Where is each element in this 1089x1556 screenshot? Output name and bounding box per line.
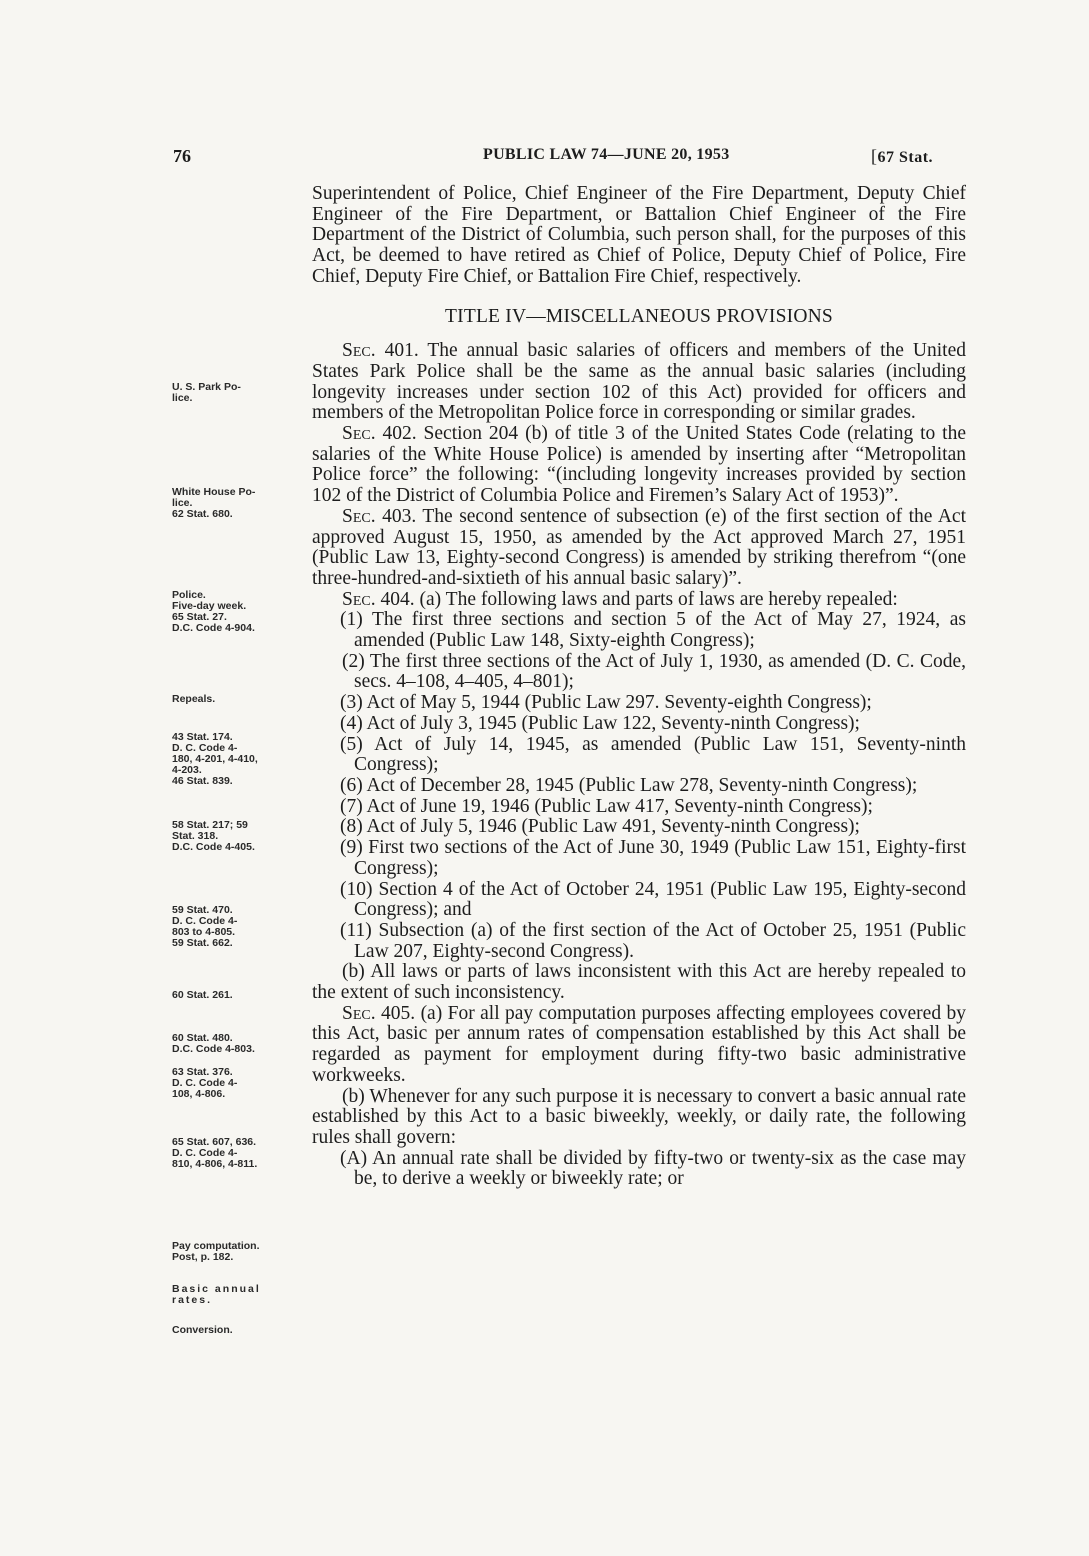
section-402 [312,424,966,507]
section-405 [312,1004,966,1087]
margin-note-park-police: U. S. Park Po- lice. [172,381,241,404]
section-403-text: The second sentence of subsection (e) of the first section of the Act approved August 15, 1950, as amended by the Act approved March 27, 1951 (Public Law 13, Eighty-second Congress) is amended by striking therefrom “(one three-hundred-and-sixtieth of his annual basic salary)”. [312,505,966,589]
page-header [0,146,1089,170]
section-404 [312,590,966,611]
repeal-item-2: (2) The first three sections of the Act of July 1, 1930, as amended (D. C. Code, secs. 4–108, 4–405, 4–801); [342,650,966,693]
repeal-item-3: (3) Act of May 5, 1944 (Public Law 297. Seventy-eighth Congress); [340,692,872,714]
margin-note-43-stat: 43 Stat. 174. D. C. Code 4- 180, 4-201, 4-410, 4-203. 46 Stat. 839. [172,731,258,787]
repeal-item-4: (4) Act of July 3, 1945 (Public Law 122, Seventy-ninth Congress); [340,712,860,734]
margin-note-white-house-police: White House Po- lice. 62 Stat. 680. [172,486,256,520]
margin-note-58-stat: 58 Stat. 217; 59 Stat. 318. D.C. Code 4-405. [172,819,255,853]
section-405-a-text: (a) For all pay computation purposes affecting employees covered by this Act, basic per annum rates of compensation established by this Act shall be regarded as payment for employment during fifty-two basic administrative workweeks. [312,1002,966,1086]
margin-note-basic-annual-rates: Basic annual rates. [172,1283,261,1306]
section-404-label: Sec. 404. [342,588,415,610]
repeal-item-1: (1) The first three sections and section 5 of the Act of May 27, 1924, as amended (Public Law 148, Sixty-eighth Congress); [340,609,966,652]
section-401-label: Sec. 401. [342,340,419,362]
repeal-item-6: (6) Act of December 28, 1945 (Public Law 278, Seventy-ninth Congress); [340,774,918,796]
repeal-item-11: (11) Subsection (a) of the first section of the Act of October 25, 1951 (Public Law 207, Eighty-second Congress). [340,919,966,962]
margin-note-65-stat: 65 Stat. 607, 636. D. C. Code 4- 810, 4-806, 4-811. [172,1136,258,1170]
statute-reference [871,146,933,167]
section-404-b: (b) All laws or parts of laws inconsistent with this Act are hereby repealed to the extent of such inconsistency. [312,961,966,1004]
margin-note-60-stat-261: 60 Stat. 261. [172,989,233,1001]
body-text [312,184,966,1190]
section-404-text: (a) The following laws and parts of laws are hereby repealed: [414,588,898,610]
page-number: 76 [173,146,191,166]
title-heading: TITLE IV—MISCELLANEOUS PROVISIONS [445,305,833,327]
repeal-item-8: (8) Act of July 5, 1946 (Public Law 491, Seventy-ninth Congress); [340,816,860,838]
running-title: PUBLIC LAW 74—JUNE 20, 1953 [483,146,730,163]
section-405-label: Sec. 405. [342,1002,416,1024]
repeal-item-5: (5) Act of July 14, 1945, as amended (Public Law 151, Seventy-ninth Congress); [340,733,966,776]
statute-reference-text: 67 Stat. [877,149,934,166]
margin-note-pay-computation: Pay computation. Post, p. 182. [172,1240,260,1263]
section-401-text: The annual basic salaries of officers and members of the United States Park Police shall be the same as the annual basic salaries (including longevity increases under section 102 of this Act) provided for officers and members of the Metropolitan Police force in corresponding or similar grades. [312,340,966,424]
margin-note-repeals: Repeals. [172,693,216,705]
section-401 [312,341,966,424]
section-405-b: (b) Whenever for any such purpose it is necessary to convert a basic annual rate established by this Act to a basic biweekly, weekly, or daily rate, the following rules shall govern: [312,1085,966,1148]
repeal-item-9: (9) First two sections of the Act of June 30, 1949 (Public Law 151, Eighty-first Congress); [340,837,966,879]
margin-note-conversion: Conversion. [172,1324,233,1336]
margin-note-63-stat: 63 Stat. 376. D. C. Code 4- 108, 4-806. [172,1066,238,1100]
section-402-label: Sec. 402. [342,423,417,445]
margin-note-59-stat: 59 Stat. 470. D. C. Code 4- 803 to 4-805. 59 Stat. 662. [172,904,238,949]
repeal-item-7: (7) Act of June 19, 1946 (Public Law 417, Seventy-ninth Congress); [340,795,873,817]
section-403 [312,507,966,590]
section-403-label: Sec. 403. [342,505,417,527]
repeal-item-10: (10) Section 4 of the Act of October 24, 1951 (Public Law 195, Eighty-second Congress); and [340,878,966,921]
margin-note-60-stat-480: 60 Stat. 480. D.C. Code 4-803. [172,1032,255,1055]
intro-paragraph: Superintendent of Police, Chief Engineer of the Fire Department, Deputy Chief Engineer of the Fire Department, or Battalion Chief Engineer of the Fire Department of the District of Columbia, such person shall, for the purposes of this Act, be deemed to have retired as Chief of Police, Deputy Chief of Police, Fire Chief, Deputy Fire Chief, or Battalion Fire Chief, respectively. [312,183,966,287]
statute-bracket: [ [871,146,878,166]
section-405-b-A: (A) An annual rate shall be divided by fifty-two or twenty-six as the case may be, to derive a weekly or biweekly rate; or [340,1147,966,1190]
margin-note-police-five-day-week: Police. Five-day week. 65 Stat. 27. D.C. Code 4-904. [172,589,255,634]
section-402-text: Section 204 (b) of title 3 of the United States Code (relating to the salaries of the White House Police) is amended by inserting after “Metropolitan Police force” the following: “(including longevity increases provided by section 102 of the District of Columbia Police and Firemen’s Salary Act of 1953)”. [312,423,966,507]
